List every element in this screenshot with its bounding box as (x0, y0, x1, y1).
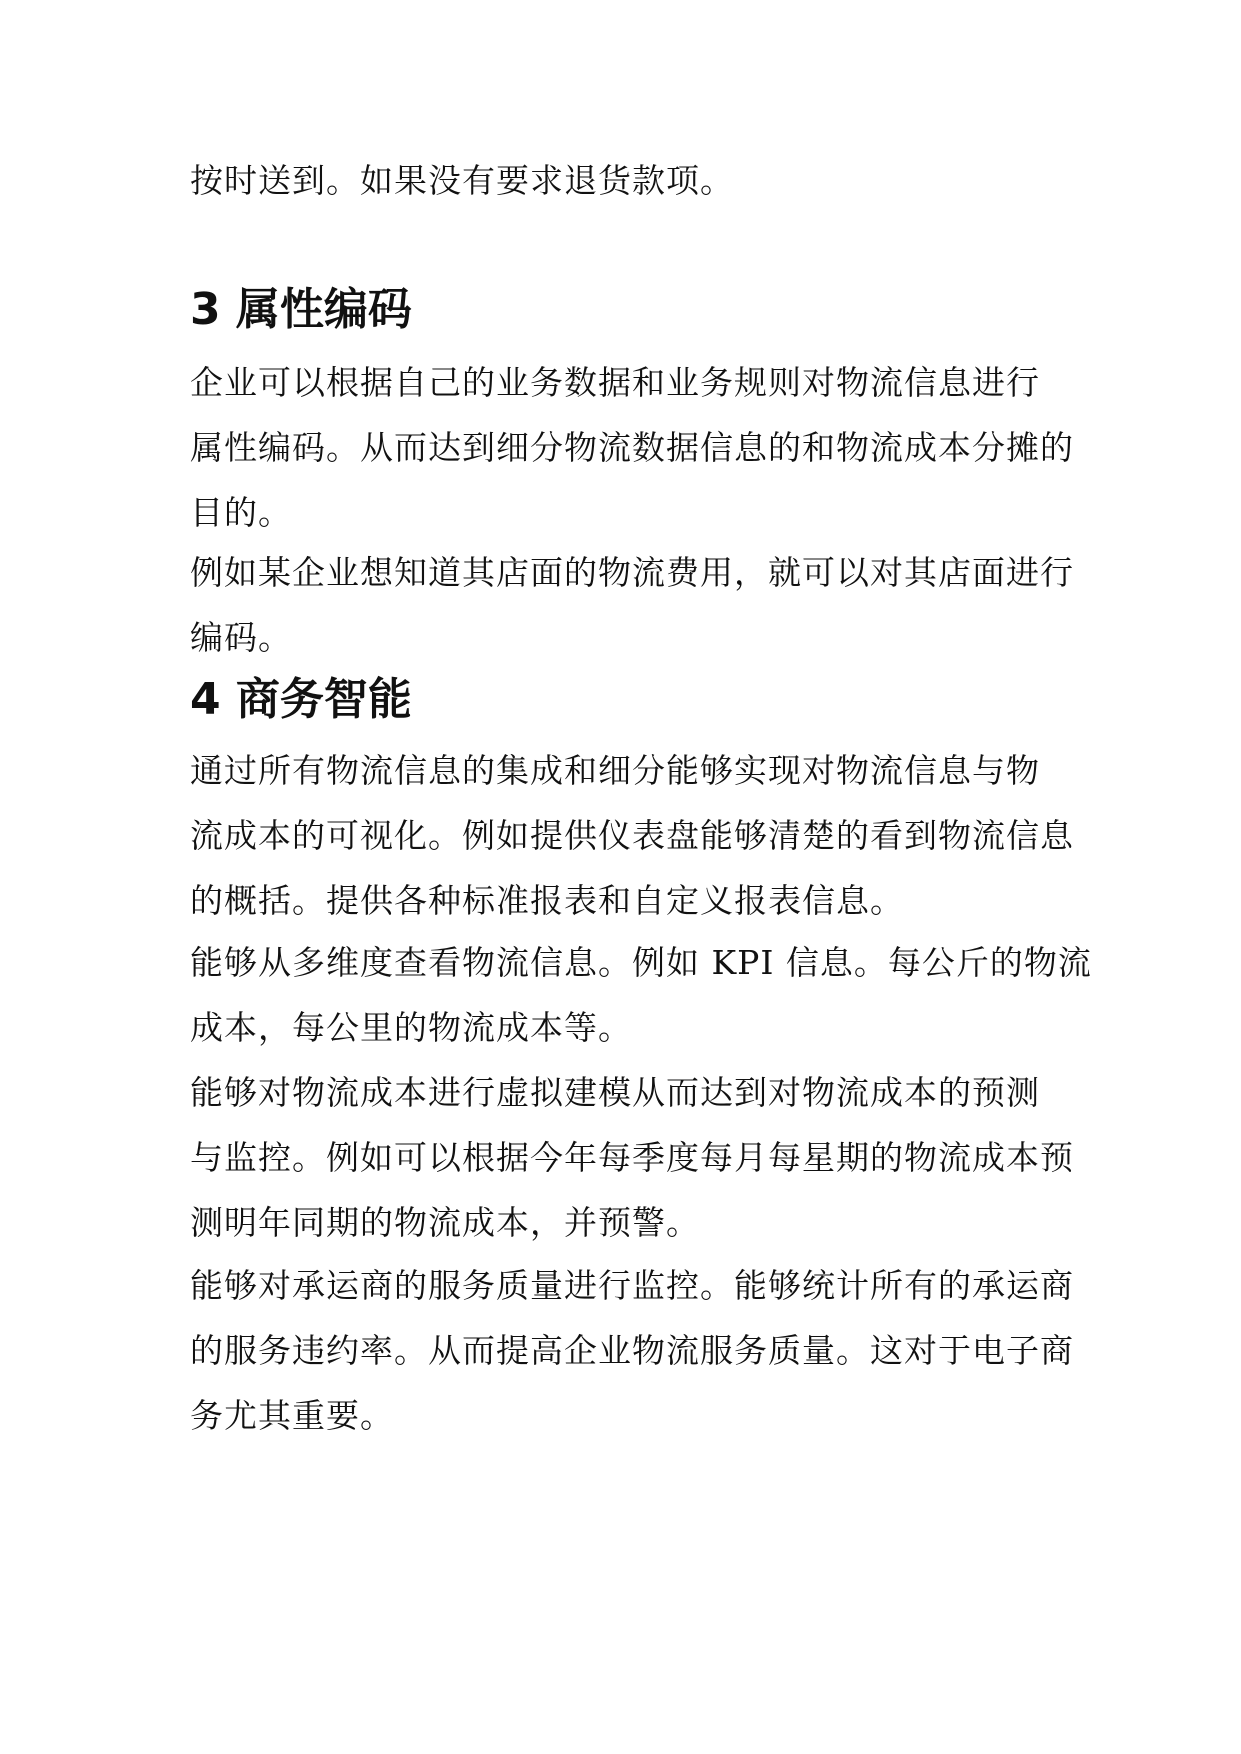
paragraph-line: 通过所有物流信息的集成和细分能够实现对物流信息与物 (190, 751, 1040, 790)
section-4-paragraph-3 (190, 1060, 1074, 1255)
paragraph-line: 的服务违约率。从而提高企业物流服务质量。这对于电子商 (190, 1331, 1074, 1370)
paragraph-line: 按时送到。如果没有要求退货款项。 (190, 161, 734, 200)
intro-paragraph (190, 148, 1070, 213)
section-3-heading: 3 属性编码 (190, 284, 412, 335)
paragraph-line: 企业可以根据自己的业务数据和业务规则对物流信息进行 (190, 363, 1040, 402)
paragraph-line: 成本，每公里的物流成本等。 (190, 1008, 632, 1047)
paragraph-line: 能够对物流成本进行虚拟建模从而达到对物流成本的预测 (190, 1073, 1040, 1112)
section-3-paragraph-1 (190, 350, 1074, 545)
paragraph-line: 的概括。提供各种标准报表和自定义报表信息。 (190, 881, 904, 920)
section-4-paragraph-4 (190, 1253, 1074, 1448)
section-3-paragraph-2 (190, 540, 1074, 670)
section-4-paragraph-1 (190, 738, 1074, 933)
section-4-paragraph-2 (190, 930, 1092, 1060)
paragraph-line: 与监控。例如可以根据今年每季度每月每星期的物流成本预 (190, 1138, 1074, 1177)
paragraph-line: 目的。 (190, 493, 292, 532)
document-page (190, 0, 1092, 1754)
paragraph-line: 流成本的可视化。例如提供仪表盘能够清楚的看到物流信息 (190, 816, 1074, 855)
paragraph-line: 能够从多维度查看物流信息。例如 KPI 信息。每公斤的物流 (190, 943, 1092, 982)
section-4-heading: 4 商务智能 (190, 674, 412, 725)
paragraph-line: 测明年同期的物流成本，并预警。 (190, 1203, 700, 1242)
paragraph-line: 编码。 (190, 618, 292, 657)
paragraph-line: 能够对承运商的服务质量进行监控。能够统计所有的承运商 (190, 1266, 1074, 1305)
paragraph-line: 务尤其重要。 (190, 1396, 394, 1435)
paragraph-line: 属性编码。从而达到细分物流数据信息的和物流成本分摊的 (190, 428, 1074, 467)
paragraph-line: 例如某企业想知道其店面的物流费用，就可以对其店面进行 (190, 553, 1074, 592)
